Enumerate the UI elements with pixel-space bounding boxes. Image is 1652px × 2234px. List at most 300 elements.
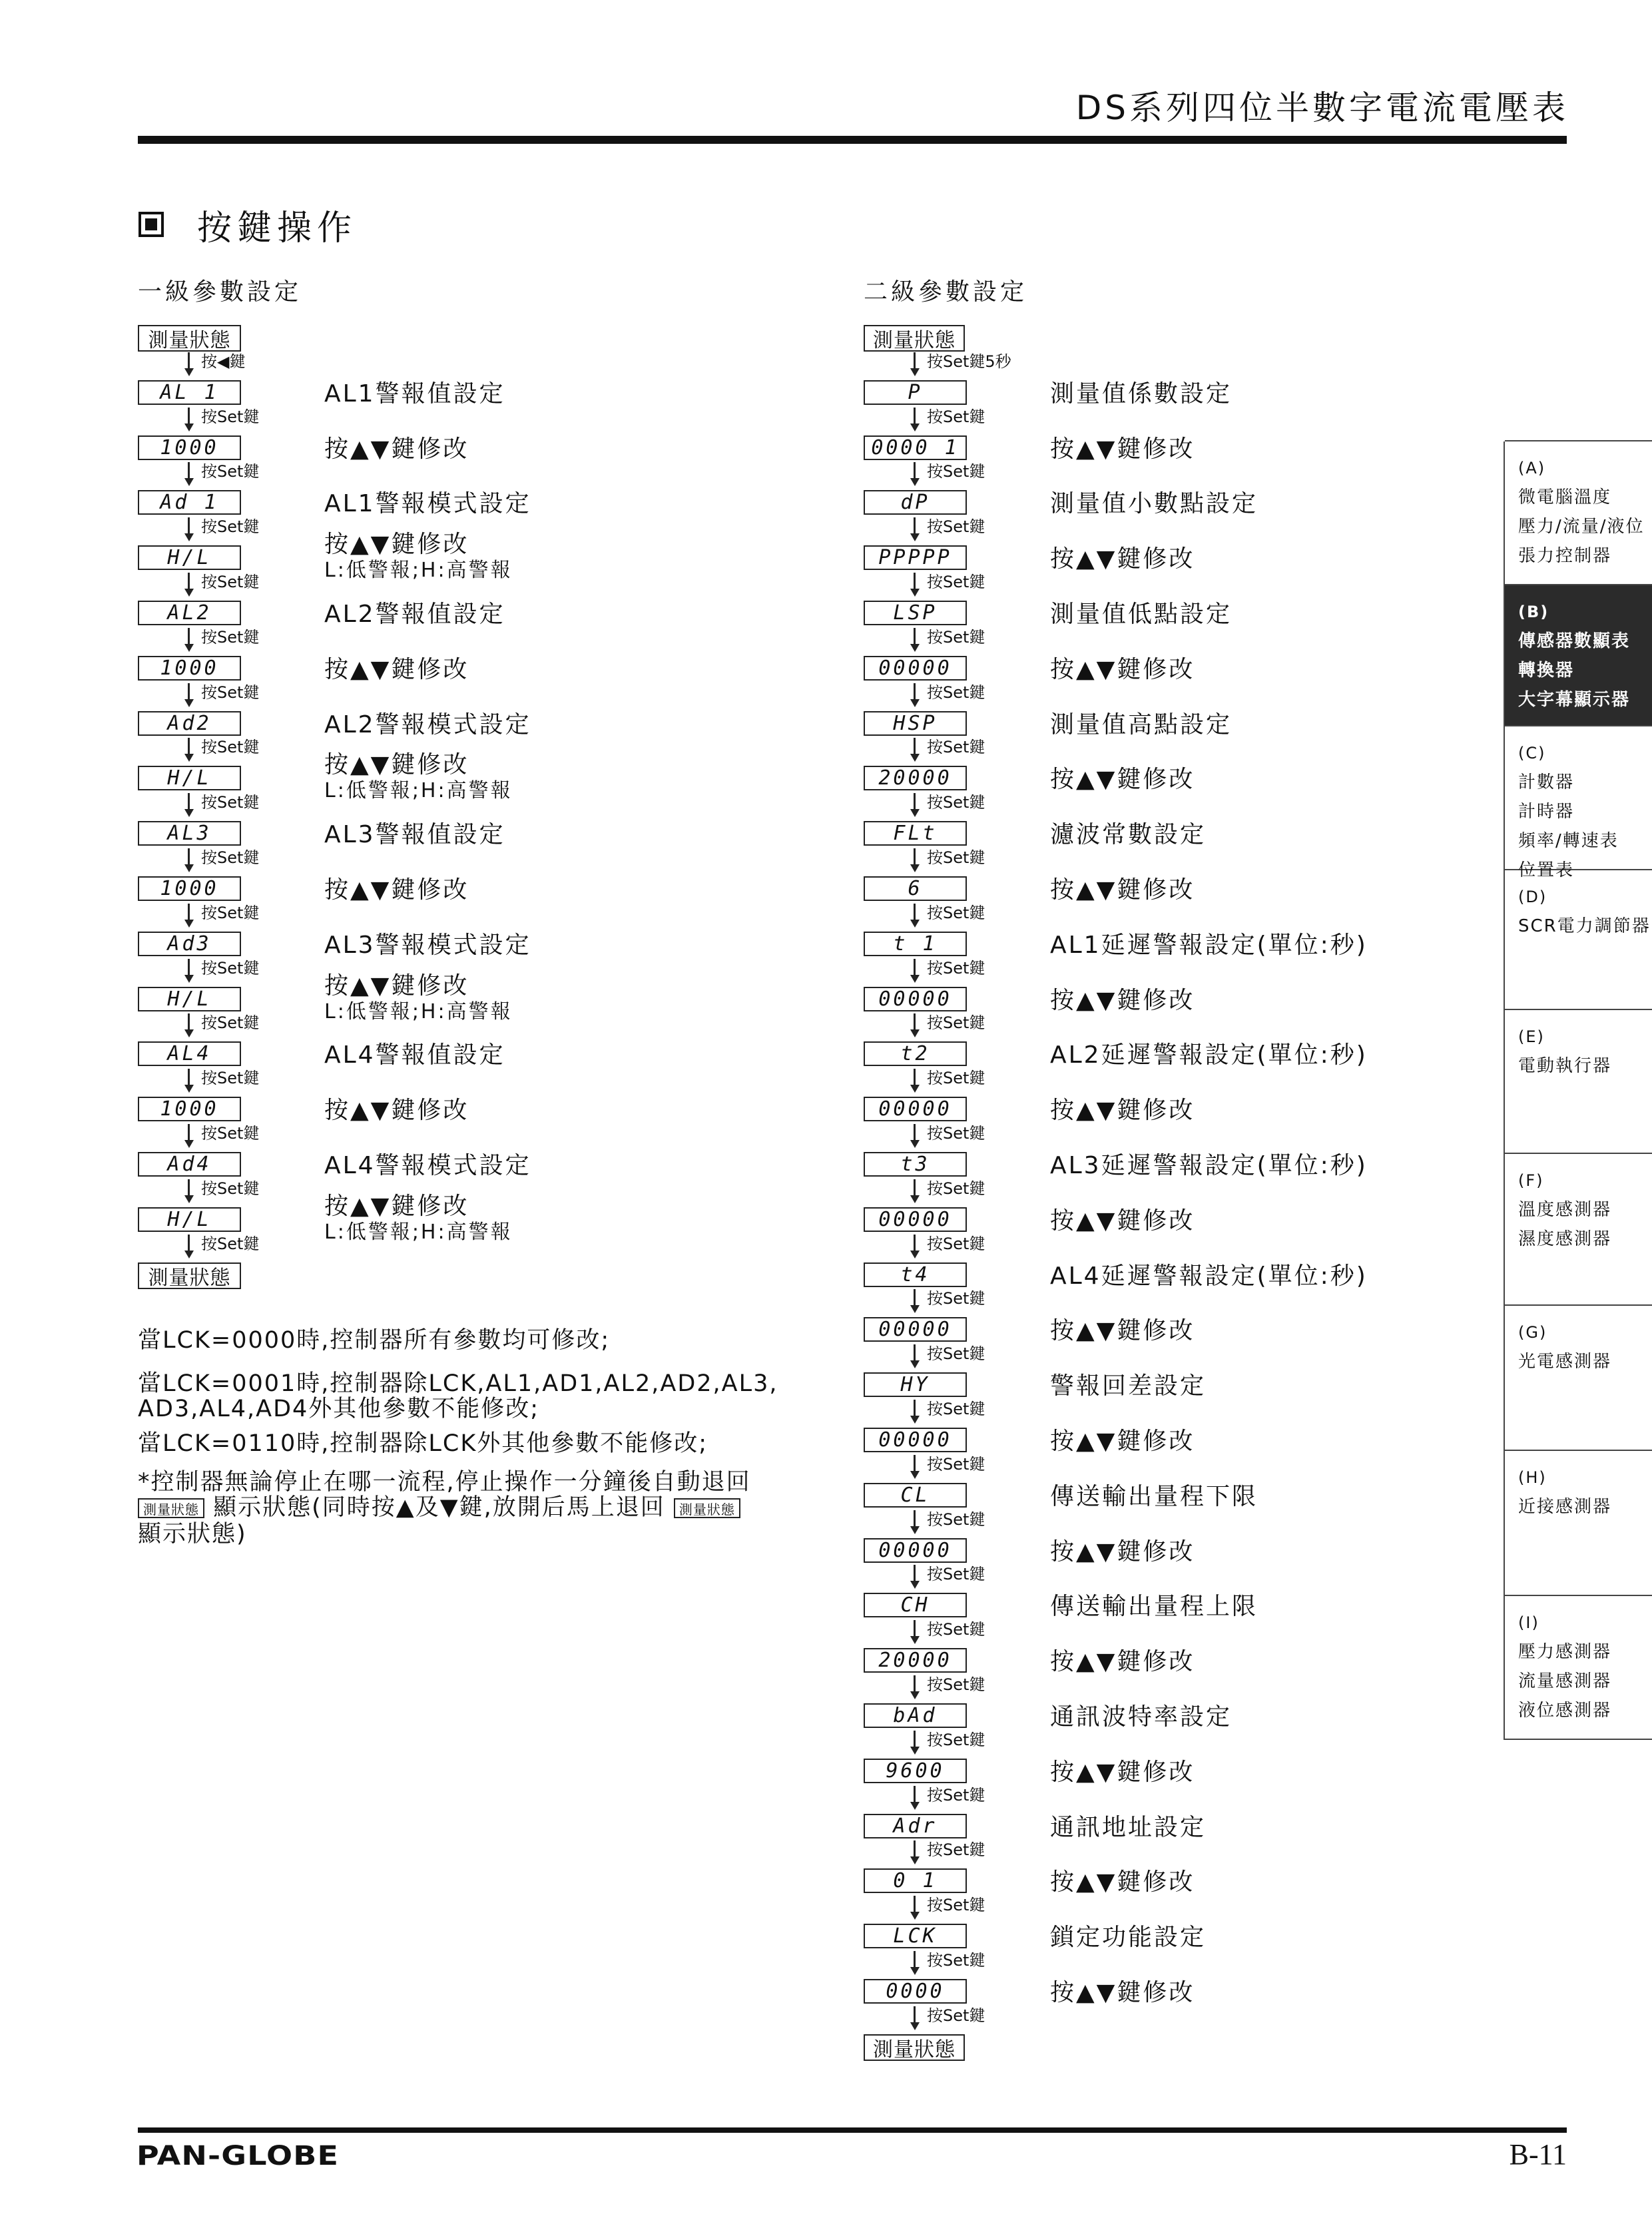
chapter-tab[interactable] <box>1505 440 1652 585</box>
flow-connector <box>914 517 916 535</box>
chapter-tab-line: (A) <box>1518 459 1546 477</box>
key-label: 按Set鍵 <box>927 738 985 757</box>
step-description: 測量值高點設定 <box>1050 710 1233 738</box>
flow-connector <box>188 793 190 810</box>
step-description: AL4警報值設定 <box>324 1041 505 1069</box>
down-arrow-icon <box>910 644 920 652</box>
flow-connector <box>188 959 190 976</box>
step-description: 按▲▼鍵修改 <box>324 1097 469 1125</box>
key-label: 按Set鍵 <box>201 793 260 812</box>
step-description: 按▲▼鍵修改 <box>324 972 469 999</box>
measure-state-start: 測量狀態 <box>138 325 241 352</box>
down-arrow-icon <box>184 754 194 762</box>
section-bullet-icon <box>138 212 164 237</box>
chapter-tab-line: 傳感器數顯表 <box>1518 631 1631 651</box>
key-label: 按Set鍵 <box>201 1179 260 1198</box>
down-arrow-icon <box>910 1912 920 1920</box>
step-description: 按▲▼鍵修改 <box>1050 1648 1195 1676</box>
step-description: AL1延遲警報設定(單位:秒) <box>1050 931 1368 959</box>
down-arrow-icon <box>910 864 920 872</box>
key-label: 按Set鍵 <box>927 462 985 481</box>
down-arrow-icon <box>910 423 920 431</box>
lcd-display: Ad3 <box>138 932 241 956</box>
down-arrow-icon <box>910 1195 920 1203</box>
pan-globe-logo: PAN-GLOBE <box>137 2141 340 2171</box>
step-sub-description: L:低警報;H:高警報 <box>324 779 513 803</box>
flow-connector <box>914 793 916 810</box>
chapter-tab-line: 流量感測器 <box>1518 1671 1612 1691</box>
down-arrow-icon <box>910 699 920 707</box>
key-label: 按Set鍵 <box>201 958 260 977</box>
down-arrow-icon <box>910 1967 920 1975</box>
lcd-display: 00000 <box>864 1538 967 1563</box>
chapter-tab-line: 液位感測器 <box>1518 1701 1612 1721</box>
step-description: 按▲▼鍵修改 <box>324 1192 469 1220</box>
chapter-tab-line: (E) <box>1518 1027 1545 1046</box>
chapter-tab-line: (F) <box>1518 1171 1544 1190</box>
chapter-tab-line: 頻率/轉速表 <box>1518 831 1619 851</box>
key-label: 按Set鍵 <box>927 1620 985 1639</box>
key-label: 按Set鍵 <box>927 793 985 812</box>
chapter-tab-line: 壓力感測器 <box>1518 1642 1612 1662</box>
key-label: 按Set鍵 <box>927 1400 985 1418</box>
lcd-display: HY <box>864 1372 967 1397</box>
key-label: 按Set鍵 <box>927 1565 985 1584</box>
lcd-display: AL 1 <box>138 380 241 405</box>
down-arrow-icon <box>910 1581 920 1589</box>
down-arrow-icon <box>184 864 194 872</box>
flow-connector <box>188 1013 190 1031</box>
step-description: AL3警報模式設定 <box>324 931 531 959</box>
key-label: 按Set鍵 <box>927 1069 985 1088</box>
lcd-display: 1000 <box>138 656 241 681</box>
flow-connector <box>188 683 190 700</box>
chapter-tab[interactable] <box>1505 1153 1652 1306</box>
step-description: AL4延遲警報設定(單位:秒) <box>1050 1262 1368 1290</box>
step-description: 測量值係數設定 <box>1050 380 1233 408</box>
flow-connector <box>914 1565 916 1582</box>
step-description: 警報回差設定 <box>1050 1372 1207 1400</box>
down-arrow-icon <box>184 368 194 376</box>
note-auto-return-line3: 顯示狀態) <box>138 1521 247 1547</box>
chapter-tab[interactable] <box>1505 1304 1652 1451</box>
step-description: AL3延遲警報設定(單位:秒) <box>1050 1152 1368 1179</box>
step-description: AL2延遲警報設定(單位:秒) <box>1050 1041 1368 1069</box>
lcd-display: 0 1 <box>864 1868 967 1893</box>
down-arrow-icon <box>910 1802 920 1810</box>
lcd-display: CH <box>864 1593 967 1617</box>
key-label: 按Set鍵5秒 <box>927 352 1011 371</box>
down-arrow-icon <box>184 589 194 597</box>
flow-connector <box>188 848 190 866</box>
measure-state-end: 測量狀態 <box>864 2034 965 2061</box>
flow-connector <box>914 1896 916 1913</box>
key-label: 按Set鍵 <box>927 1344 985 1364</box>
chapter-tab-line: SCR電力調節器 <box>1518 916 1651 936</box>
key-label: 按Set鍵 <box>201 1234 260 1253</box>
step-sub-description: L:低警報;H:高警報 <box>324 559 513 583</box>
flow-connector <box>914 959 916 976</box>
step-sub-description: L:低警報;H:高警報 <box>324 1220 513 1244</box>
down-arrow-icon <box>184 423 194 431</box>
flow-connector <box>914 1951 916 1968</box>
down-arrow-icon <box>910 920 920 928</box>
header-rule <box>138 136 1567 144</box>
footer-rule <box>138 2127 1567 2133</box>
down-arrow-icon <box>184 1029 194 1037</box>
lcd-display: dP <box>864 490 967 515</box>
note-auto-return-line1: *控制器無論停止在哪一流程,停止操作一分鐘後自動退回 <box>138 1469 751 1496</box>
flow-connector <box>914 1069 916 1086</box>
down-arrow-icon <box>910 1856 920 1864</box>
chapter-tab-line: 計時器 <box>1518 802 1575 822</box>
step-description: AL1警報模式設定 <box>324 490 531 518</box>
measure-state-pill-inline: 測量狀態 <box>138 1498 204 1518</box>
note-auto-return-text: 顯示狀態(同時按▲及▼鍵,放開后馬上退回 <box>213 1494 665 1521</box>
step-description: 按▲▼鍵修改 <box>1050 986 1195 1014</box>
flow-connector <box>188 573 190 590</box>
flow-connector <box>914 573 916 590</box>
lcd-display: t 1 <box>864 932 967 956</box>
down-arrow-icon <box>910 2022 920 2030</box>
lcd-display: 0000 <box>864 1979 967 2004</box>
lcd-display: t2 <box>864 1041 967 1066</box>
down-arrow-icon <box>910 1526 920 1534</box>
chapter-tab[interactable] <box>1505 725 1652 880</box>
flow-connector <box>914 408 916 425</box>
step-description: 按▲▼鍵修改 <box>324 435 469 463</box>
key-label: 按Set鍵 <box>927 1951 985 1970</box>
step-description: AL4警報模式設定 <box>324 1152 531 1179</box>
down-arrow-icon <box>910 809 920 817</box>
flow-connector <box>188 1124 190 1141</box>
key-label: 按Set鍵 <box>201 738 260 757</box>
note-lck-0001-line2: AD3,AL4,AD4外其他參數不能修改; <box>138 1396 540 1422</box>
step-description: 按▲▼鍵修改 <box>324 751 469 779</box>
step-description: 按▲▼鍵修改 <box>1050 766 1195 794</box>
key-label: 按Set鍵 <box>201 1069 260 1088</box>
flow-connector <box>914 1179 916 1197</box>
flow-connector <box>188 1235 190 1252</box>
down-arrow-icon <box>910 1691 920 1699</box>
chapter-tab-line: (G) <box>1518 1323 1547 1342</box>
step-description: 按▲▼鍵修改 <box>1050 1979 1195 2006</box>
key-label: 按Set鍵 <box>927 573 985 591</box>
lcd-display: 9600 <box>864 1759 967 1783</box>
key-label: 按Set鍵 <box>927 1785 985 1805</box>
lcd-display: 00000 <box>864 656 967 681</box>
flow-connector <box>914 628 916 645</box>
lcd-display: H/L <box>138 766 241 790</box>
step-description: 按▲▼鍵修改 <box>1050 876 1195 904</box>
key-label: 按Set鍵 <box>201 683 260 702</box>
key-label: 按Set鍵 <box>201 1124 260 1143</box>
down-arrow-icon <box>910 975 920 983</box>
down-arrow-icon <box>910 478 920 486</box>
lcd-display: P <box>864 380 967 405</box>
lcd-display: 00000 <box>864 1207 967 1232</box>
chapter-tab[interactable] <box>1505 1009 1652 1154</box>
down-arrow-icon <box>910 533 920 541</box>
down-arrow-icon <box>184 1140 194 1148</box>
chapter-tab-line: 溫度感測器 <box>1518 1200 1612 1220</box>
lcd-display: t4 <box>864 1262 967 1287</box>
flow-connector <box>188 628 190 645</box>
flow-connector <box>914 1344 916 1362</box>
flow-connector <box>188 517 190 535</box>
down-arrow-icon <box>184 1085 194 1093</box>
chapter-tab-line: (H) <box>1518 1468 1547 1487</box>
lcd-display: H/L <box>138 1207 241 1232</box>
lcd-display: 20000 <box>864 766 967 790</box>
step-description: 按▲▼鍵修改 <box>324 531 469 559</box>
flow-connector <box>188 408 190 425</box>
lcd-display: LSP <box>864 601 967 625</box>
flow-connector <box>914 1235 916 1252</box>
chapter-tab-line: 轉換器 <box>1518 661 1575 681</box>
step-description: 傳送輸出量程下限 <box>1050 1482 1258 1510</box>
chapter-tab-line: 壓力/流量/液位 <box>1518 517 1645 537</box>
lcd-display: AL4 <box>138 1041 241 1066</box>
flow-connector <box>188 352 190 370</box>
flow-connector <box>914 1731 916 1748</box>
chapter-tab-line: (D) <box>1518 888 1547 906</box>
key-label: 按Set鍵 <box>927 1896 985 1915</box>
flow-connector <box>914 2006 916 2024</box>
flow-connector <box>914 1786 916 1803</box>
chapter-index-tabs <box>1504 441 1652 1740</box>
key-label: 按Set鍵 <box>201 1013 260 1033</box>
key-label: 按Set鍵 <box>927 1454 985 1474</box>
step-description: 通訊波特率設定 <box>1050 1703 1233 1731</box>
lcd-display: 0000 1 <box>864 435 967 460</box>
key-label: 按Set鍵 <box>927 1124 985 1143</box>
lcd-display: t3 <box>864 1152 967 1177</box>
step-description: 按▲▼鍵修改 <box>1050 1097 1195 1125</box>
chapter-tab-line: 光電感測器 <box>1518 1352 1612 1372</box>
chapter-tab-line: 大字幕顯示器 <box>1518 690 1631 710</box>
down-arrow-icon <box>910 1416 920 1424</box>
key-label: 按Set鍵 <box>201 462 260 481</box>
chapter-tab-line: 位置表 <box>1518 860 1575 880</box>
step-description: AL1警報值設定 <box>324 380 505 408</box>
down-arrow-icon <box>910 754 920 762</box>
lcd-display: HSP <box>864 711 967 736</box>
lcd-display: FLt <box>864 821 967 846</box>
chapter-tab-line: (B) <box>1518 603 1549 621</box>
flow-connector <box>914 738 916 755</box>
down-arrow-icon <box>184 1251 194 1258</box>
lcd-display: Ad 1 <box>138 490 241 515</box>
flow-connector <box>188 1069 190 1086</box>
down-arrow-icon <box>910 589 920 597</box>
flow-connector <box>914 1675 916 1693</box>
key-label: 按Set鍵 <box>927 627 985 647</box>
measure-state-end: 測量狀態 <box>138 1262 241 1289</box>
step-description: 通訊地址設定 <box>1050 1813 1207 1841</box>
lcd-display: CL <box>864 1483 967 1508</box>
lcd-display: AL2 <box>138 601 241 625</box>
down-arrow-icon <box>184 699 194 707</box>
down-arrow-icon <box>910 368 920 376</box>
key-label: 按Set鍵 <box>927 1675 985 1694</box>
lcd-display: 1000 <box>138 435 241 460</box>
document-title: DS系列四位半數字電流電壓表 <box>1075 89 1569 127</box>
flow-connector <box>914 352 916 370</box>
chapter-tab-line: (I) <box>1518 1613 1539 1632</box>
step-description: 濾波常數設定 <box>1050 821 1207 849</box>
down-arrow-icon <box>910 1471 920 1479</box>
chapter-tab-line: 張力控制器 <box>1518 546 1612 566</box>
chapter-tab[interactable] <box>1505 1595 1652 1740</box>
chapter-tab-line: 計數器 <box>1518 772 1575 792</box>
chapter-tab[interactable] <box>1505 1450 1652 1596</box>
lcd-display: Ad4 <box>138 1152 241 1177</box>
key-label: 按Set鍵 <box>927 1179 985 1198</box>
lcd-display: 20000 <box>864 1648 967 1673</box>
step-sub-description: L:低警報;H:高警報 <box>324 999 513 1023</box>
chapter-tab-line: (C) <box>1518 744 1546 762</box>
step-description: 測量值低點設定 <box>1050 601 1233 628</box>
lcd-display: bAd <box>864 1703 967 1728</box>
section-title: 按鍵操作 <box>197 208 358 248</box>
step-description: 傳送輸出量程上限 <box>1050 1593 1258 1621</box>
lcd-display: AL3 <box>138 821 241 846</box>
flow-connector <box>188 1179 190 1197</box>
key-label: 按Set鍵 <box>201 517 260 537</box>
flow-connector <box>188 462 190 479</box>
lcd-display: H/L <box>138 987 241 1011</box>
flow-connector <box>914 1124 916 1141</box>
flow-connector <box>914 683 916 700</box>
key-label: 按Set鍵 <box>927 407 985 426</box>
step-description: 按▲▼鍵修改 <box>1050 1317 1195 1345</box>
down-arrow-icon <box>910 1360 920 1368</box>
key-label: 按Set鍵 <box>201 407 260 426</box>
down-arrow-icon <box>910 1029 920 1037</box>
down-arrow-icon <box>184 1195 194 1203</box>
chapter-tab-line: 濕度感測器 <box>1518 1229 1612 1249</box>
key-label: 按Set鍵 <box>927 1840 985 1860</box>
step-description: 按▲▼鍵修改 <box>1050 435 1195 463</box>
down-arrow-icon <box>910 1085 920 1093</box>
flow-connector <box>914 1400 916 1417</box>
lcd-display: 6 <box>864 876 967 901</box>
flow-connector <box>914 848 916 866</box>
key-label: 按Set鍵 <box>927 2006 985 2025</box>
step-description: 按▲▼鍵修改 <box>1050 1868 1195 1896</box>
chapter-tab-line: 近接感測器 <box>1518 1497 1612 1517</box>
step-description: 按▲▼鍵修改 <box>324 655 469 683</box>
step-description: 鎖定功能設定 <box>1050 1924 1207 1952</box>
down-arrow-icon <box>910 1636 920 1644</box>
note-lck-0001-line1: 當LCK=0001時,控制器除LCK,AL1,AD1,AL2,AD2,AL3, <box>138 1370 778 1397</box>
measure-state-start: 測量狀態 <box>864 325 965 352</box>
step-description: 按▲▼鍵修改 <box>1050 1537 1195 1565</box>
step-description: 按▲▼鍵修改 <box>324 876 469 904</box>
down-arrow-icon <box>910 1747 920 1755</box>
flow-connector <box>914 1510 916 1528</box>
lcd-display: H/L <box>138 545 241 570</box>
lcd-display: PPPPP <box>864 545 967 570</box>
down-arrow-icon <box>184 478 194 486</box>
note-lck-0110: 當LCK=0110時,控制器除LCK外其他參數不能修改; <box>138 1430 708 1457</box>
lcd-display: 00000 <box>864 987 967 1011</box>
lcd-display: Adr <box>864 1814 967 1838</box>
key-label: 按Set鍵 <box>927 848 985 867</box>
chapter-tab[interactable] <box>1505 869 1652 1010</box>
step-description: 按▲▼鍵修改 <box>1050 1207 1195 1235</box>
step-description: AL2警報值設定 <box>324 601 505 628</box>
down-arrow-icon <box>184 920 194 928</box>
flow-connector <box>914 462 916 479</box>
flow-connector <box>914 1455 916 1472</box>
down-arrow-icon <box>910 1251 920 1258</box>
lcd-display: 1000 <box>138 1097 241 1121</box>
lcd-display: LCK <box>864 1924 967 1948</box>
key-label: 按◀鍵 <box>201 352 246 371</box>
key-label: 按Set鍵 <box>927 517 985 537</box>
step-description: AL3警報值設定 <box>324 821 505 849</box>
down-arrow-icon <box>184 809 194 817</box>
down-arrow-icon <box>184 975 194 983</box>
step-description: 測量值小數點設定 <box>1050 490 1258 518</box>
key-label: 按Set鍵 <box>927 958 985 977</box>
key-label: 按Set鍵 <box>927 1289 985 1308</box>
flow-connector <box>188 738 190 755</box>
flow-connector <box>914 1013 916 1031</box>
flow-connector <box>914 1289 916 1306</box>
key-label: 按Set鍵 <box>201 903 260 922</box>
down-arrow-icon <box>910 1140 920 1148</box>
step-description: 按▲▼鍵修改 <box>1050 1428 1195 1455</box>
key-label: 按Set鍵 <box>201 573 260 591</box>
note-lck-0000: 當LCK=0000時,控制器所有參數均可修改; <box>138 1327 611 1354</box>
key-label: 按Set鍵 <box>201 848 260 867</box>
lcd-display: 00000 <box>864 1097 967 1121</box>
chapter-tab-line: 微電腦溫度 <box>1518 487 1612 507</box>
down-arrow-icon <box>184 644 194 652</box>
left-column-title: 一級參數設定 <box>138 278 302 306</box>
key-label: 按Set鍵 <box>927 683 985 702</box>
key-label: 按Set鍵 <box>201 627 260 647</box>
step-description: 按▲▼鍵修改 <box>1050 1758 1195 1786</box>
flow-connector <box>188 904 190 921</box>
key-label: 按Set鍵 <box>927 1234 985 1253</box>
key-label: 按Set鍵 <box>927 1013 985 1033</box>
flow-connector <box>914 1620 916 1637</box>
lcd-display: Ad2 <box>138 711 241 736</box>
right-column-title: 二級參數設定 <box>864 278 1028 306</box>
step-description: AL2警報模式設定 <box>324 710 531 738</box>
key-label: 按Set鍵 <box>927 903 985 922</box>
step-description: 按▲▼鍵修改 <box>1050 545 1195 573</box>
chapter-tab[interactable] <box>1505 584 1652 726</box>
key-label: 按Set鍵 <box>927 1730 985 1749</box>
page-number: B-11 <box>1509 2138 1567 2171</box>
lcd-display: 00000 <box>864 1317 967 1342</box>
chapter-tab-line: 電動執行器 <box>1518 1056 1612 1076</box>
down-arrow-icon <box>184 533 194 541</box>
lcd-display: 1000 <box>138 876 241 901</box>
lcd-display: 00000 <box>864 1428 967 1452</box>
key-label: 按Set鍵 <box>927 1510 985 1529</box>
flow-connector <box>914 904 916 921</box>
down-arrow-icon <box>910 1305 920 1313</box>
flow-connector <box>914 1840 916 1858</box>
measure-state-pill-inline: 測量狀態 <box>674 1498 740 1518</box>
step-description: 按▲▼鍵修改 <box>1050 655 1195 683</box>
